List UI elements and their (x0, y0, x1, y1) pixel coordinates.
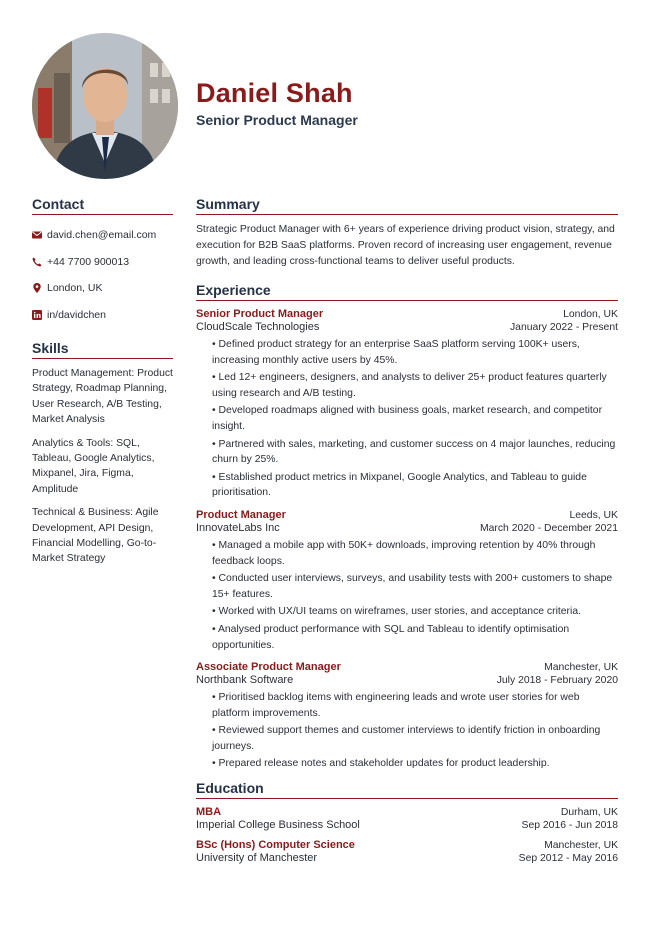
job-header-row (196, 661, 618, 673)
bullet-item: • Defined product strategy for an enterprise SaaS platform serving 100K+ users, increasing monthly active users by 45%. (212, 337, 618, 368)
summary-text: Strategic Product Manager with 6+ years of experience driving product vision, strategy, and execution for B2B SaaS platforms. Proven record of increasing user engagement, revenue growth, and leading cross-functional teams to deliver useful products. (196, 224, 615, 267)
edu-meta-row (196, 819, 618, 831)
bullet-item: • Worked with UX/UI teams on wireframes, user stories, and acceptance criteria. (212, 604, 618, 620)
linkedin-text: in/davidchen (47, 308, 106, 321)
bullet-item: • Prioritised backlog items with engineering leads and wrote user stories for web platform improvements. (212, 690, 618, 721)
job-title: Senior Product Manager (196, 308, 324, 320)
job-location: Manchester, UK (544, 662, 618, 674)
edu-location: Manchester, UK (544, 840, 618, 852)
edu-location: Durham, UK (560, 807, 618, 819)
bullet-item: • Led 12+ engineers, designers, and analysts to deliver 25+ product features quarterly using research and A/B testing. (212, 370, 618, 401)
education-list (196, 806, 618, 864)
education-entry (196, 839, 618, 864)
edu-header-row (196, 806, 618, 818)
job-company: Northbank Software (196, 674, 294, 687)
bullet-item: • Prepared release notes and stakeholder updates for product leadership. (212, 756, 618, 772)
email-icon (32, 230, 47, 240)
job-location: London, UK (563, 309, 618, 320)
job-header-row (196, 308, 618, 320)
job-company: InnovateLabs Inc (196, 521, 280, 534)
job-entry (196, 661, 618, 772)
sidebar (32, 196, 173, 575)
bullet-item: • Analysed product performance with SQL and Tableau to identify optimisation opportunities. (212, 622, 618, 653)
edu-dates: Sep 2016 - Jun 2018 (521, 820, 618, 832)
job-entry (196, 509, 618, 653)
contact-heading: Contact (32, 196, 173, 215)
skill-group: Analytics & Tools: SQL, Tableau, Google Analytics, Mixpanel, Jira, Figma, Amplitude (32, 437, 155, 495)
job-header-row (196, 509, 618, 521)
job-company: CloudScale Technologies (196, 321, 320, 333)
skill-group: Technical & Business: Agile Development, API Design, Financial Modelling, Go-to-Market Strategy (32, 507, 159, 565)
job-bullets (196, 337, 618, 501)
skills-heading: Skills (32, 340, 173, 359)
bullet-item: • Reviewed support themes and customer interviews to identify friction in onboarding journeys. (212, 723, 618, 754)
email-text: david.chen@email.com (47, 229, 157, 242)
job-title: Associate Product Manager (196, 661, 341, 674)
contact-location (32, 275, 173, 302)
degree: MBA (196, 806, 222, 819)
location-pin-icon (32, 283, 47, 293)
job-meta-row (196, 674, 618, 686)
job-location: Leeds, UK (569, 509, 618, 521)
job-dates: July 2018 - February 2020 (496, 675, 618, 687)
edu-header-row (196, 839, 618, 851)
location-text: London, UK (47, 282, 103, 295)
job-meta-row (196, 321, 618, 333)
job-bullets (196, 690, 618, 772)
bullet-item: • Partnered with sales, marketing, and customer success on 4 major launches, reducing churn by 25%. (212, 437, 618, 468)
job-meta-row (196, 522, 618, 534)
school: University of Manchester (196, 852, 318, 865)
skill-group: Product Management: Product Strategy, Roadmap Planning, User Research, A/B Testing, Market Analysis (32, 368, 173, 426)
experience-list (196, 308, 618, 772)
experience-heading: Experience (196, 282, 618, 301)
main-content (196, 196, 618, 872)
edu-meta-row (196, 852, 618, 864)
job-dates: March 2020 - December 2021 (479, 522, 618, 534)
education-entry (196, 806, 618, 831)
bullet-item: • Developed roadmaps aligned with business goals, market research, and competitor insight. (212, 403, 618, 434)
job-role: Senior Product Manager (196, 112, 358, 128)
skills-section (32, 340, 173, 567)
profile-photo (32, 33, 178, 179)
contact-phone[interactable] (32, 249, 173, 276)
school: Imperial College Business School (196, 819, 360, 832)
degree: BSc (Hons) Computer Science (196, 839, 355, 852)
education-heading: Education (196, 780, 618, 799)
job-entry (196, 308, 618, 501)
summary-heading: Summary (196, 196, 618, 215)
job-title: Product Manager (196, 508, 286, 521)
linkedin-icon (32, 310, 47, 320)
phone-icon (32, 257, 47, 267)
job-dates: January 2022 - Present (509, 322, 618, 333)
contact-email[interactable] (32, 222, 173, 249)
job-bullets (196, 538, 618, 653)
phone-text: +44 7700 900013 (47, 255, 130, 268)
bullet-item: • Established product metrics in Mixpanel, Google Analytics, and Tableau to guide prioritisation. (212, 470, 618, 501)
bullet-item: • Conducted user interviews, surveys, and usability tests with 200+ customers to shape 15+ features. (212, 571, 618, 602)
contact-linkedin[interactable] (32, 302, 173, 329)
edu-dates: Sep 2012 - May 2016 (518, 853, 618, 865)
bullet-item: • Managed a mobile app with 50K+ downloads, improving retention by 40% through feedback loops. (212, 538, 618, 569)
person-name: Daniel Shah (196, 78, 353, 108)
